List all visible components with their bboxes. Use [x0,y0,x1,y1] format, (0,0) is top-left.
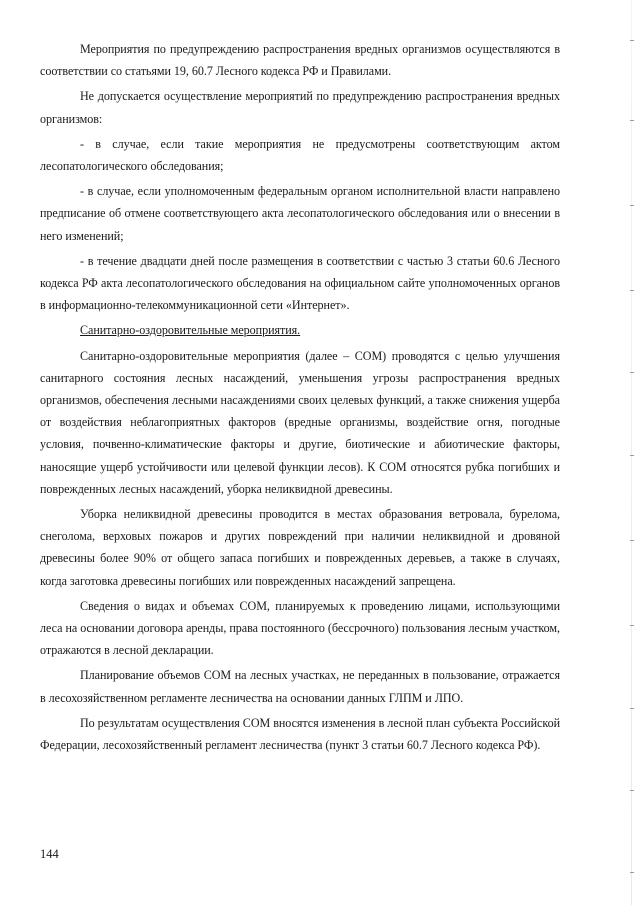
paragraph-deadwood-cleanup: Уборка неликвидной древесины проводится в местах образования ветровала, бурелома, снеголома, верховых пожаров и других повреждений при наличии неликвидной и дровяной древесины более 90% от общего запаса погибших и поврежденных деревьев, а также в случаях, когда заготовка древесины погибших или поврежденных насаждений запрещена. [40,507,560,588]
document-body [40,38,560,759]
paragraph-not-allowed: Не допускается осуществление мероприятий по предупреждению распространения вредных организмов: [40,89,560,126]
paragraph-som-results: По результатам осуществления СОМ вносятся изменения в лесной план субъекта Российской Федерации, лесохозяйственный регламент лесничества (пункт 3 статьи 60.7 Лесного кодекса РФ). [40,715,560,753]
section-heading-sanitary: Санитарно-оздоровительные мероприятия. [80,323,301,338]
page-number: 144 [40,847,59,861]
paragraph-som-planning: Планирование объемов СОМ на лесных участках, не переданных в пользование, отражается в лесохозяйственном регламенте лесничества на основании данных ГЛПМ и ЛПО. [40,668,560,705]
paragraph-som-definition: Санитарно-оздоровительные мероприятия (далее – СОМ) проводятся с целью улучшения санитарного состояния лесных насаждений, уменьшения угрозы распространения вредных организмов, обеспечения лесными насаждениями своих целевых функций, а также снижения ущерба от воздействия неблагоприятных факторов (вредные организмы, воздействие огня, погодные условия, почвенно-климатические факторы и другие, биотические и абиотические факторы, наносящие ущерб устойчивости или целевой функции лесов). К СОМ относятся рубка погибших и поврежденных лесных насаждений, уборка неликвидной древесины. [40,348,560,496]
paragraph-som-information: Сведения о видах и объемах СОМ, планируемых к проведению лицами, использующими леса на основании договора аренды, права постоянного (бессрочного) пользования лесным участком, отражаются в лесной декларации. [40,598,560,658]
list-item-not-provided: - в случае, если такие мероприятия не предусмотрены соответствующим актом лесопатологического обследования; [40,136,560,174]
list-item-cancellation-order: - в случае, если уполномоченным федеральным органом исполнительной власти направлено предписание об отмене соответствующего акта лесопатологического обследования или о внесении в него изменений; [40,184,560,243]
list-item-twenty-days: - в течение двадцати дней после размещения в соответствии с частью 3 статьи 60.6 Лесного кодекса РФ акта лесопатологического обследования на официальном сайте уполномоченных органов в информационно-телекоммуникационной сети «Интернет». [40,253,560,313]
paragraph-prevention-basis: Мероприятия по предупреждению распространения вредных организмов осуществляются в соответствии со статьями 19, 60.7 Лесного кодекса РФ и Правилами. [40,42,560,79]
scan-edge-marks [624,0,634,905]
